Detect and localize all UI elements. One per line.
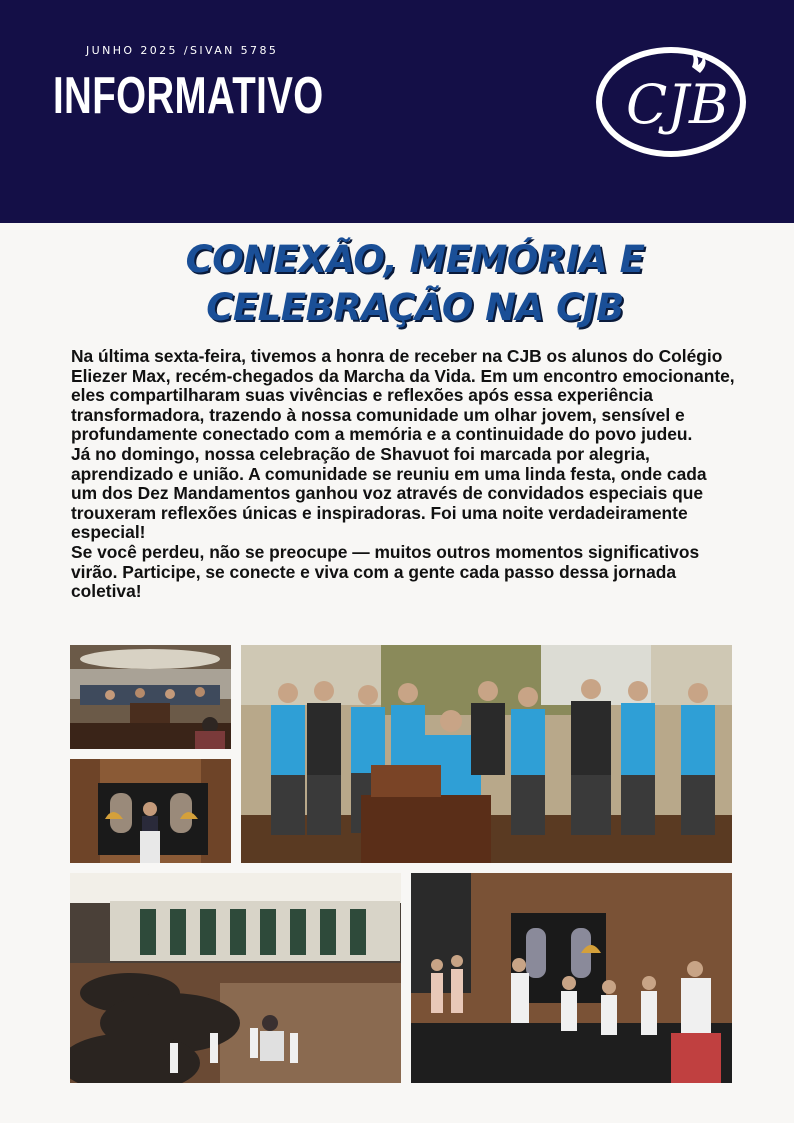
newsletter-title: INFORMATIVO — [53, 67, 324, 125]
header-banner — [0, 0, 794, 223]
logo-lettering: CJB — [626, 73, 729, 136]
photo-students-presentation — [241, 645, 732, 863]
paragraph: Na última sexta-feira, tivemos a honra de receber na CJB os alunos do Colégio Eliezer Max, recém-chegados da Marcha da Vida. Em um encontro emocionante, eles compartilharam suas vivências e reflexões após essa experiência transformadora, trazendo à nossa comunidade um olhar jovem, sensível e profundamente conectado com a memória e a continuidade do povo judeu. — [71, 346, 735, 445]
photo-children-performance — [411, 873, 732, 1083]
paragraph: Se você perdeu, não se preocupe — muitos outros momentos significativos virão. Participe, se conecte e viva com a gente cada passo dessa jornada coletiva! — [71, 541, 700, 602]
article-body — [71, 347, 736, 602]
cjb-logo — [594, 45, 748, 157]
headline-line-2: CELEBRAÇÃO NA CJB — [206, 286, 624, 329]
photo-ballroom-audience — [70, 873, 401, 1083]
headline-line-1: CONEXÃO, MEMÓRIA E — [185, 238, 645, 281]
photo-hall-audience — [70, 645, 231, 749]
article-headline — [140, 236, 690, 332]
paragraph: Já no domingo, nossa celebração de Shavuot foi marcada por alegria, aprendizado e união. A comunidade se reuniu em uma linda festa, onde cada um dos Dez Mandamentos ganhou voz através de convidados especiais que trouxeram reflexões únicas e inspiradoras. Foi uma noite verdadeiramente especial! — [71, 443, 707, 543]
issue-date: JUNHO 2025 /SIVAN 5785 — [86, 44, 279, 57]
photo-speaker-lectern — [70, 759, 231, 863]
